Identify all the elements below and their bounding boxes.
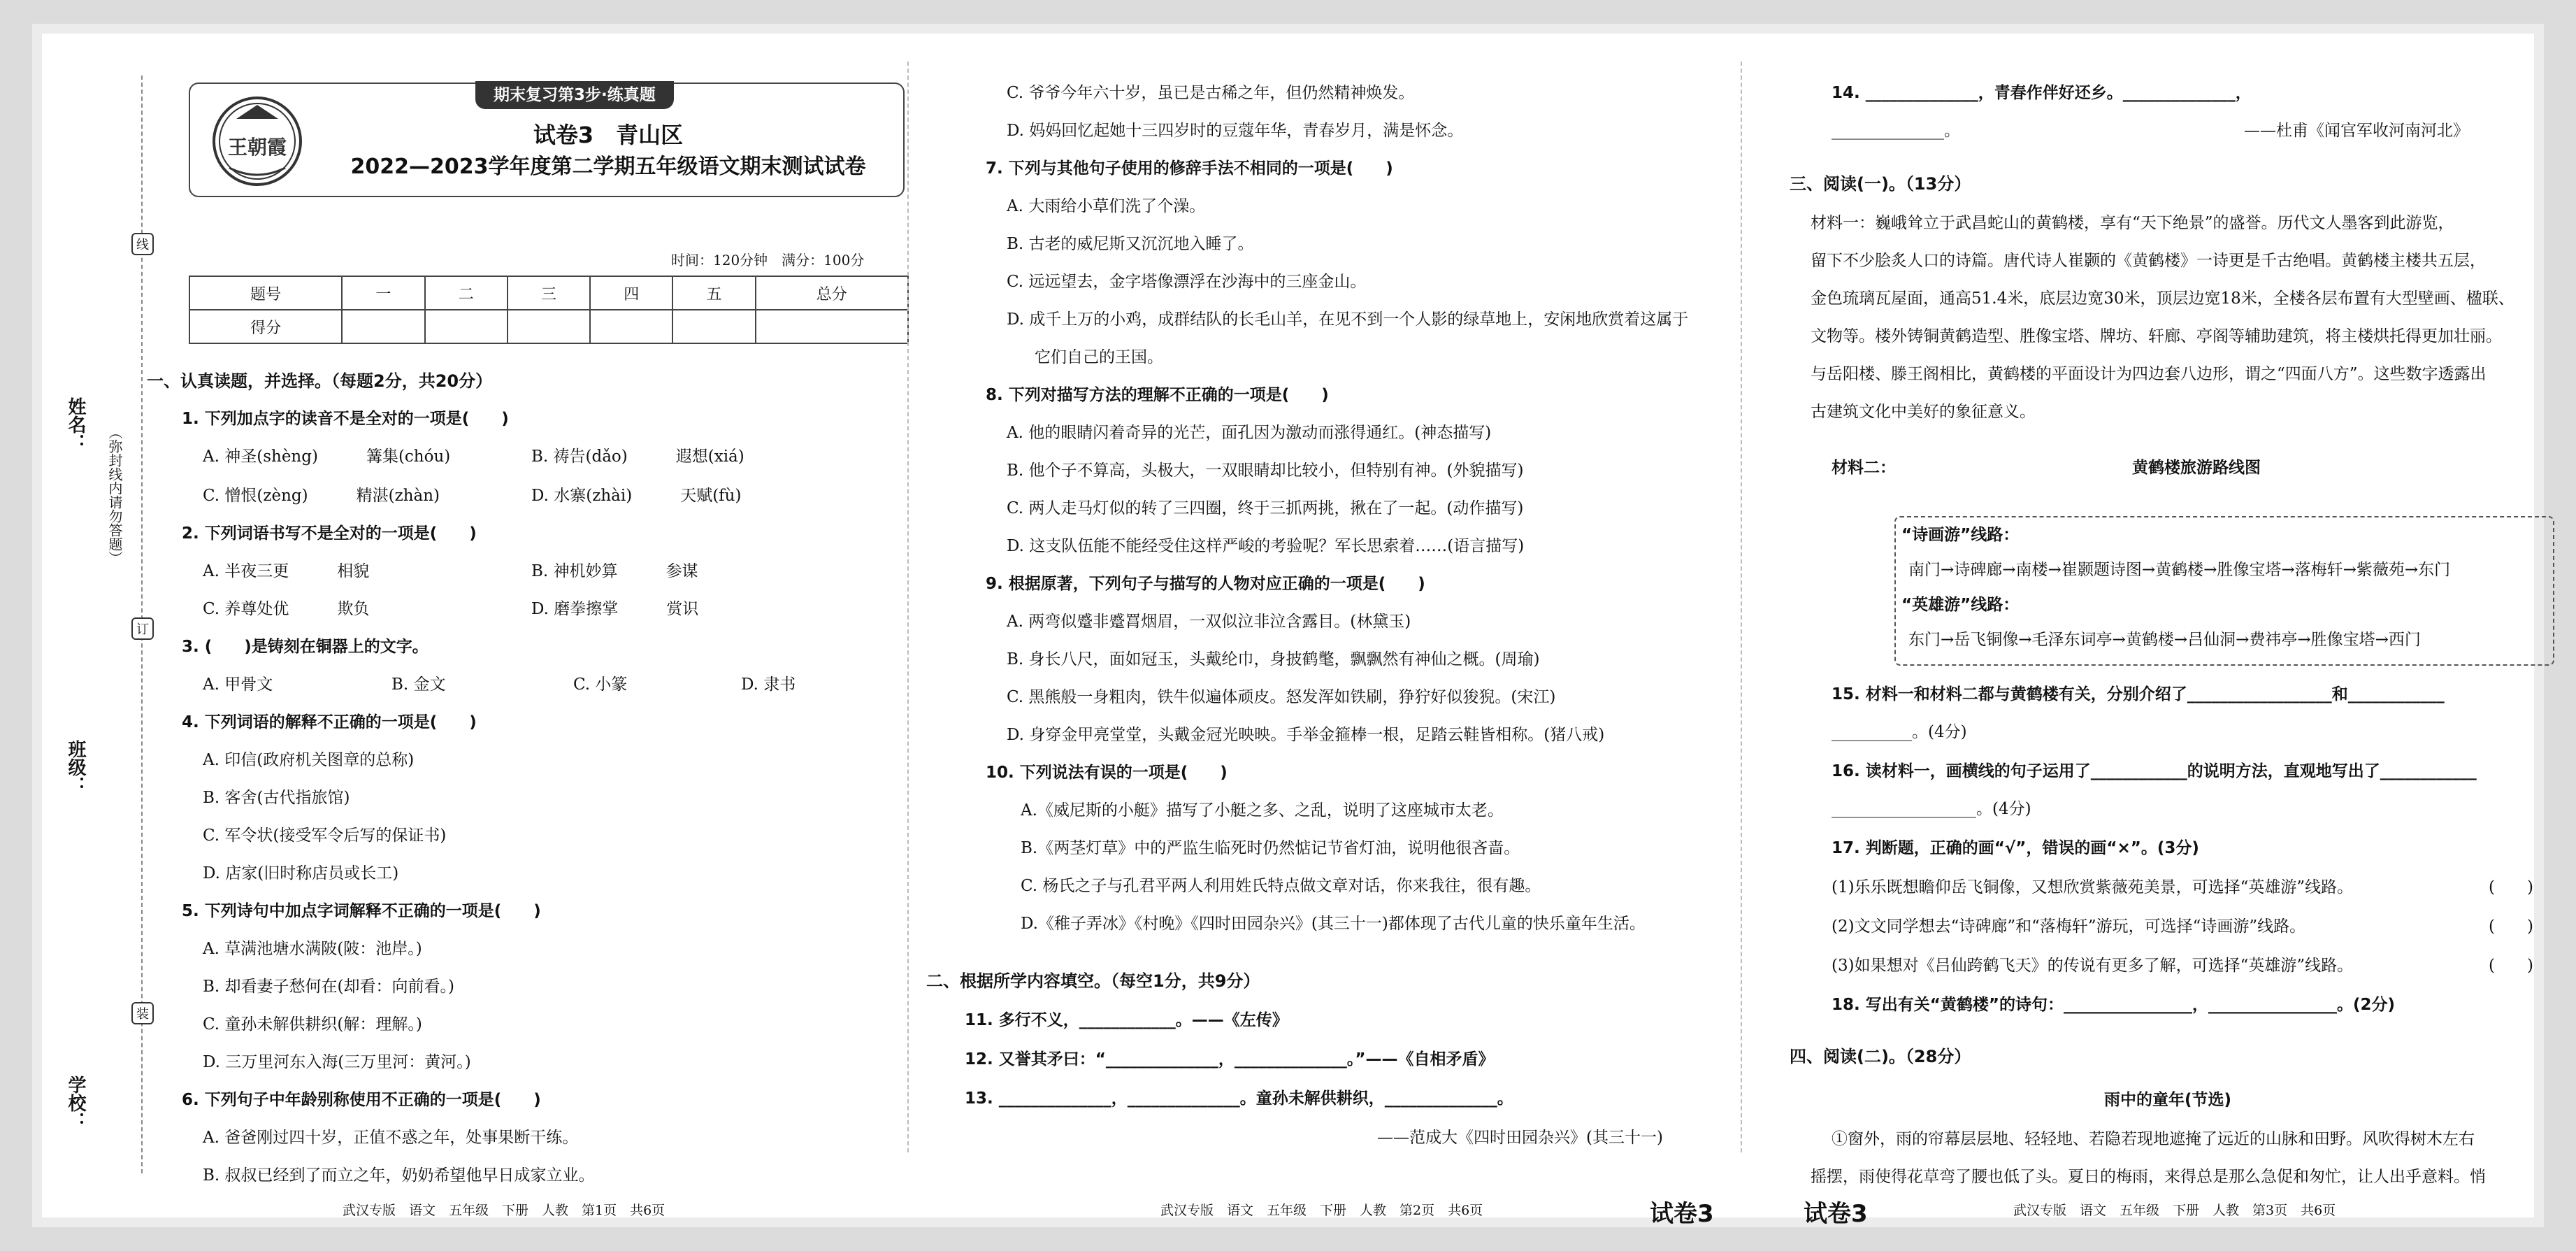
- material-1-line: 留下不少脍炙人口的诗篇。唐代诗人崔颢的《黄鹤楼》一诗更是千古绝唱。黄鹤楼主楼共五层，: [1811, 252, 2486, 270]
- svg-text:王朝霞: 王朝霞: [227, 136, 287, 159]
- question-12: 12. 又誉其矛曰：“______________，______________。”——《自相矛盾》: [965, 1050, 1495, 1068]
- score-cell: 三: [508, 276, 590, 310]
- question-13: 13. ______________，______________。童孙未解供耕织，______________。: [965, 1089, 1513, 1108]
- question-5: 5. 下列诗句中加点字词解释不正确的一项是( ): [182, 902, 541, 920]
- section-1-heading: 一、认真读题，并选择。（每题2分，共20分）: [147, 371, 493, 391]
- route-1-title: “诗画游”线路：: [1901, 526, 2020, 544]
- option-2c: C. 养尊处优 欺负: [203, 600, 370, 618]
- judge-item-1: (1)乐乐既想瞻仰岳飞铜像，又想欣赏紫薇苑美景，可选择“英雄游”线路。: [1832, 878, 2354, 896]
- question-10: 10. 下列说法有误的一项是( ): [986, 764, 1228, 782]
- question-8: 8. 下列对描写方法的理解不正确的一项是( ): [986, 386, 1329, 404]
- option-7b: B. 古老的威尼斯又沉沉地入睡了。: [1007, 235, 1254, 253]
- material-1-line: 金色琉璃瓦屋面，通高51.4米，底层边宽30米，顶层边宽18米，全楼各层布置有大型壁画、楹联、: [1811, 289, 2514, 308]
- option-7d: D. 成千上万的小鸡，成群结队的长毛山羊，在见不到一个人影的绿草地上，安闲地欣赏着这属于: [1007, 310, 1689, 329]
- option-4a: A. 印信(政府机关图章的总称): [203, 751, 415, 769]
- option-6d: D. 妈妈回忆起她十三四岁时的豆蔻年华，青春岁月，满是怀念。: [1007, 122, 1464, 140]
- material-1-line: 古建筑文化中美好的象征意义。: [1811, 403, 2036, 421]
- option-9d: D. 身穿金甲亮堂堂，头戴金冠光映映。手举金箍棒一根，足踏云鞋皆相称。(猪八戒): [1007, 726, 1605, 744]
- route-2-title: “英雄游”线路：: [1901, 596, 2020, 614]
- question-1: 1. 下列加点字的读音不是全对的一项是( ): [182, 410, 509, 428]
- section-3-heading: 三、阅读(一)。（13分）: [1790, 174, 1971, 194]
- score-input-cell[interactable]: [590, 310, 672, 343]
- score-cell: 一: [342, 276, 424, 310]
- score-input-cell[interactable]: [508, 310, 590, 343]
- score-cell: 四: [590, 276, 672, 310]
- option-4b: B. 客舍(古代指旅馆): [203, 789, 350, 807]
- score-cell: 题号: [189, 276, 342, 310]
- option-7d-cont: 它们自己的王国。: [1035, 348, 1163, 366]
- judge-item-2: (2)文文同学想去“诗碑廊”和“落梅轩”游玩，可选择“诗画游”线路。: [1832, 917, 2306, 936]
- question-2: 2. 下列词语书写不是全对的一项是( ): [182, 524, 477, 543]
- option-2d: D. 磨拳擦掌 赏识: [531, 600, 699, 618]
- option-5a: A. 草满池塘水满陂(陂：池岸。): [203, 940, 422, 958]
- option-9c: C. 黑熊般一身粗肉，铁牛似遍体顽皮。怒发浑如铁刷，狰狞好似狻猊。(宋江): [1007, 688, 1556, 706]
- question-16-cont: __________________。(4分): [1832, 800, 2031, 818]
- score-table: [189, 276, 909, 344]
- article-line: ①窗外，雨的帘幕层层地、轻轻地、若隐若现地遮掩了远近的山脉和田野。风吹得树木左右: [1832, 1130, 2475, 1148]
- material-1-line: 材料一：巍峨耸立于武昌蛇山的黄鹤楼，享有“天下绝景”的盛誉。历代文人墨客到此游览，: [1811, 214, 2454, 232]
- review-ribbon: 期末复习第3步·练真题: [475, 81, 674, 109]
- judge-mark-2[interactable]: ( ): [2489, 917, 2533, 936]
- page-divider: [907, 62, 909, 1152]
- material-1-line: 与岳阳楼、滕王阁相比，黄鹤楼的平面设计为四边套八边形，谓之“四面八方”。这些数字透露出: [1811, 365, 2487, 383]
- exam-sheet: [42, 34, 2534, 1228]
- option-4c: C. 军令状(接受军令后写的保证书): [203, 827, 447, 845]
- question-14: 14. ______________，青春作伴好还乡。______________，: [1832, 84, 2252, 102]
- score-input-cell[interactable]: [672, 310, 755, 343]
- article-line: 摇摆，雨使得花草弯了腰也低了头。夏日的梅雨，来得总是那么急促和匆忙，让人出乎意料。悄: [1811, 1168, 2486, 1186]
- option-6a: A. 爸爸刚过四十岁，正值不惑之年，处事果断干练。: [203, 1129, 579, 1147]
- option-8c: C. 两人走马灯似的转了三四圈，终于三抓两挑，揪在了一起。(动作描写): [1007, 499, 1524, 517]
- school-label: 学校：: [65, 1075, 86, 1130]
- seal-mark-zhuang: 装: [131, 1002, 154, 1024]
- binding-note: （弥封线内请勿答题）: [106, 425, 123, 565]
- question-3: 3. ( )是铸刻在铜器上的文字。: [182, 638, 429, 656]
- score-table-score-row: [189, 310, 908, 343]
- question-14-cont: ______________。: [1832, 122, 1960, 140]
- score-cell: 二: [425, 276, 508, 310]
- judge-item-3: (3)如果想对《吕仙跨鹤飞天》的传说有更多了解，可选择“英雄游”线路。: [1832, 957, 2354, 975]
- paper-label-right: 试卷3: [1804, 1200, 1868, 1228]
- question-7: 7. 下列与其他句子使用的修辞手法不相同的一项是( ): [986, 159, 1393, 178]
- option-8a: A. 他的眼睛闪着奇异的光芒，面孔因为激动而涨得通红。(神态描写): [1007, 424, 1492, 442]
- question-6: 6. 下列句子中年龄别称使用不正确的一项是( ): [182, 1091, 541, 1109]
- option-1b: B. 祷告(dǎo) 遐想(xiá): [531, 448, 744, 466]
- score-cell: 五: [672, 276, 755, 310]
- route-1: 南门→诗碑廊→南楼→崔颢题诗图→黄鹤楼→胜像宝塔→落梅轩→紫薇苑→东门: [1908, 561, 2451, 579]
- option-10d: D.《稚子弄冰》《村晚》《四时田园杂兴》(其三十一)都体现了古代儿童的快乐童年生活。: [1021, 915, 1646, 933]
- score-cell: 总分: [756, 276, 908, 310]
- judge-mark-1[interactable]: ( ): [2489, 878, 2533, 896]
- question-9: 9. 根据原著，下列句子与描写的人物对应正确的一项是( ): [986, 575, 1425, 593]
- page-3-footer: 武汉专版 语文 五年级 下册 人教 第3页 共6页: [2013, 1203, 2336, 1218]
- score-cell: 得分: [189, 310, 342, 343]
- page-divider: [1741, 62, 1742, 1152]
- option-2b: B. 神机妙算 参谋: [531, 562, 698, 580]
- option-10c: C. 杨氏之子与孔君平两人利用姓氏特点做文章对话，你来我往，很有趣。: [1021, 877, 1541, 895]
- question-13-source: ——范成大《四时田园杂兴》(其三十一): [1377, 1129, 1663, 1147]
- option-3c: C. 小篆: [573, 675, 628, 694]
- paper-label-left: 试卷3: [1650, 1200, 1714, 1228]
- option-7a: A. 大雨给小草们洗了个澡。: [1007, 197, 1206, 215]
- question-15-cont: __________。(4分): [1832, 723, 1967, 741]
- option-1c: C. 憎恨(zèng) 精湛(zhàn): [203, 487, 440, 505]
- option-3b: B. 金文: [391, 675, 446, 694]
- seal-mark-xian: 线: [131, 233, 154, 255]
- question-17: 17. 判断题，正确的画“√”，错误的画“×”。(3分): [1832, 839, 2199, 857]
- seal-mark-ding: 订: [131, 617, 154, 640]
- option-4d: D. 店家(旧时称店员或长工): [203, 864, 399, 882]
- option-5d: D. 三万里河东入海(三万里河：黄河。): [203, 1053, 471, 1071]
- question-11: 11. 多行不义，____________。——《左传》: [965, 1011, 1288, 1029]
- option-2a: A. 半夜三更 相貌: [203, 562, 370, 580]
- page-1-footer: 武汉专版 语文 五年级 下册 人教 第1页 共6页: [343, 1203, 665, 1218]
- option-9a: A. 两弯似蹙非蹙罥烟眉，一双似泣非泣含露目。(林黛玉): [1007, 613, 1411, 631]
- publisher-logo: [208, 91, 306, 189]
- question-18: 18. 写出有关“黄鹤楼”的诗句：________________，________________。(2分): [1832, 996, 2396, 1014]
- question-16: 16. 读材料一，画横线的句子运用了____________的说明方法，直观地写出了____________: [1832, 762, 2477, 780]
- class-label: 班级：: [65, 740, 86, 794]
- option-8b: B. 他个子不算高，头极大，一双眼睛却比较小，但特别有神。(外貌描写): [1007, 462, 1524, 480]
- question-4: 4. 下列词语的解释不正确的一项是( ): [182, 713, 477, 731]
- exam-title: 2022—2023学年度第二学期五年级语文期末测试试卷: [350, 155, 866, 179]
- option-8d: D. 这支队伍能不能经受住这样严峻的考验呢？军长思索着……(语言描写): [1007, 537, 1525, 555]
- option-3d: D. 隶书: [741, 675, 796, 694]
- page-2-footer: 武汉专版 语文 五年级 下册 人教 第2页 共6页: [1160, 1203, 1483, 1218]
- name-label: 姓名：: [65, 397, 86, 452]
- option-6c: C. 爷爷今年六十岁，虽已是古稀之年，但仍然精神焕发。: [1007, 84, 1415, 102]
- material-1-line: 文物等。楼外铸铜黄鹤造型、胜像宝塔、牌坊、轩廊、亭阁等辅助建筑，将主楼烘托得更加壮丽。: [1811, 327, 2502, 345]
- option-1a: A. 神圣(shèng) 篝集(chóu): [203, 448, 451, 466]
- option-5c: C. 童孙未解供耕织(解：理解。): [203, 1015, 422, 1034]
- score-input-cell[interactable]: [756, 310, 908, 343]
- option-7c: C. 远远望去，金字塔像漂浮在沙海中的三座金山。: [1007, 273, 1367, 291]
- material-2-label: 材料二：: [1832, 459, 1896, 477]
- score-input-cell[interactable]: [425, 310, 508, 343]
- score-table-header-row: [189, 276, 908, 310]
- route-2: 东门→岳飞铜像→毛泽东词亭→黄鹤楼→吕仙洞→费祎亭→胜像宝塔→西门: [1908, 631, 2421, 649]
- question-14-source: ——杜甫《闻官军收河南河北》: [2244, 122, 2469, 140]
- article-title: 雨中的童年(节选): [2104, 1091, 2232, 1109]
- time-score-info: 时间：120分钟 满分：100分: [671, 252, 865, 269]
- question-15: 15. 材料一和材料二都与黄鹤楼有关，分别介绍了__________________和____________: [1832, 685, 2445, 703]
- option-10b: B.《两茎灯草》中的严监生临死时仍然惦记节省灯油，说明他很吝啬。: [1021, 839, 1520, 857]
- option-6b: B. 叔叔已经到了而立之年，奶奶希望他早日成家立业。: [203, 1166, 595, 1185]
- option-3a: A. 甲骨文: [203, 675, 273, 694]
- paper-title: 试卷3 青山区: [533, 122, 684, 148]
- option-10a: A.《威尼斯的小艇》描写了小艇之多、之乱，说明了这座城市太老。: [1021, 801, 1504, 820]
- option-9b: B. 身长八尺，面如冠玉，头戴纶巾，身披鹤氅，飘飘然有神仙之概。(周瑜): [1007, 650, 1540, 669]
- option-5b: B. 却看妻子愁何在(却看：向前看。): [203, 978, 454, 996]
- score-input-cell[interactable]: [342, 310, 424, 343]
- judge-mark-3[interactable]: ( ): [2489, 957, 2533, 975]
- material-2-title: 黄鹤楼旅游路线图: [2132, 459, 2261, 477]
- binding-margin: [42, 34, 154, 1217]
- option-1d: D. 水寨(zhài) 天赋(fù): [531, 487, 742, 505]
- section-2-heading: 二、根据所学内容填空。（每空1分，共9分）: [926, 971, 1260, 991]
- section-4-heading: 四、阅读(二)。（28分）: [1790, 1047, 1971, 1066]
